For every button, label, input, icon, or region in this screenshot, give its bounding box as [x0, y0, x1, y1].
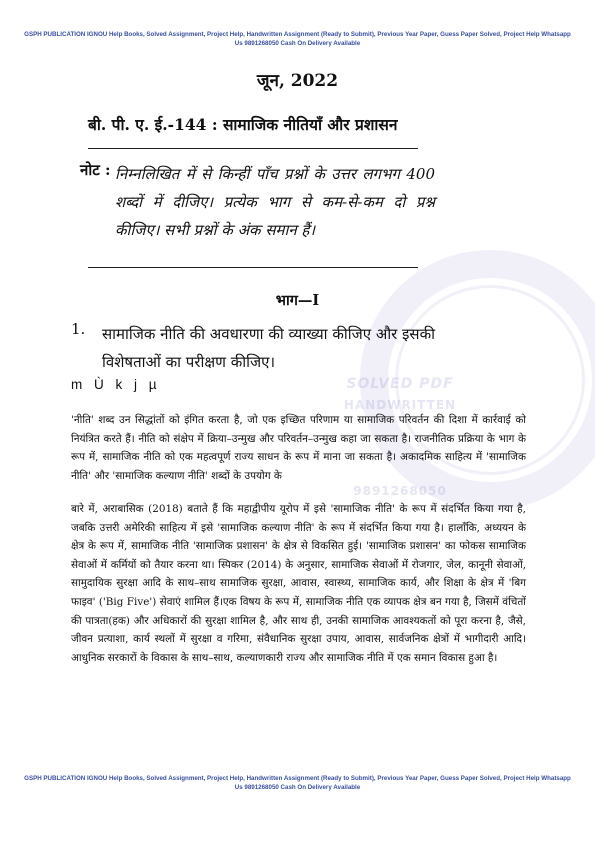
question-number: 1. [71, 320, 86, 338]
divider-top [88, 148, 418, 149]
course-title: बी. पी. ए. ई.-144 : सामाजिक नीतियाँ और प्रशासन [88, 115, 398, 134]
note-text: निम्नलिखित में से किन्हीं पाँच प्रश्नों के उत्तर लगभग 400 शब्दों में दीजिए। प्रत्येक भाग से कम-से-कम दो प्रश्न कीजिए। सभी प्रश्नों के अंक समान हैं। [115, 165, 435, 239]
answer-heading: m Ù k j µ [71, 377, 161, 392]
footer-banner: GSPH PUBLICATION IGNOU Help Books, Solved Assignment, Project Help, Handwritten Assignment (Ready to Submit), Previous Year Paper, Guess Paper Solved, Project Help Whatsapp Us 9891268050 Cash On Delivery Available [24, 775, 571, 791]
question-text: सामाजिक नीति की अवधारणा की व्याख्या कीजिए और इसकी विशेषताओं का परीक्षण कीजिए। [102, 325, 435, 371]
header-banner: GSPH PUBLICATION IGNOU Help Books, Solved Assignment, Project Help, Handwritten Assignment (Ready to Submit), Previous Year Paper, Guess Paper Solved, Project Help Whatsapp Us 9891268050 Cash On Delivery Available [24, 31, 571, 47]
answer-paragraph-2: बारे में, अराबासिक (2018) बताते हैं कि महाद्वीपीय यूरोप में इसे 'सामाजिक नीति' के रूप में संदर्भित किया गया है, जबकि उत्तरी अमेरिकी साहित्य में इसे 'सामाजिक कल्याण नीति' के रूप में संदर्भित किया गया है। हालाँकि, अध्ययन के क्षेत्र के रूप में, सामाजिक नीति 'सामाजिक प्रशासन' के क्षेत्र से विकसित हुई। 'सामाजिक प्रशासन' का फोकस सामाजिक सेवाओं में कर्मियों को तैयार करना था। स्पिकर (2014) के अनुसार, सामाजिक सेवाओं में रोजगार, जेल, कानूनी सेवाओं, सामुदायिक सुरक्षा आदि के साथ–साथ सामाजिक सुरक्षा, आवास, स्वास्थ्य, सामाजिक कार्य, और शिक्षा के क्षेत्र में 'बिग फाइव' ('Big Five') सेवाएं शामिल हैं।एक विषय के रूप में, सामाजिक नीति एक व्यापक क्षेत्र बन गया है, जिसमें वंचितों की पात्रता(हक) और अधिकारों की सुरक्षा शामिल है, और साथ ही, उनकी सामाजिक आवश्यकतों को पूरा करना है, जैसे, जीवन प्रत्याशा, कार्य स्थलों में सुरक्षा व गरिमा, संवैधानिक सुरक्षा उपाय, आवास, सार्वजनिक क्षेत्रों में भागीदारी आदि। आधुनिक सरकारों के विकास के साथ–साथ, कल्याणकारी राज्य और सामाजिक नीति में एक समान विकास हुआ है। [71, 503, 526, 664]
part-heading: भाग—I [275, 292, 320, 309]
watermark-handwritten: HANDWRITTEN [343, 398, 457, 412]
divider-bottom [88, 267, 418, 268]
note-label: नोट : [80, 161, 111, 179]
exam-date: जून, 2022 [256, 71, 339, 91]
watermark-solved-pdf: SOLVED PDF [346, 376, 454, 392]
watermark-phone: 9891268050 [353, 484, 447, 498]
answer-paragraph-1: 'नीति' शब्द उन सिद्धांतों को इंगित करता है, जो एक इच्छित परिणाम या सामाजिक परिवर्तन की दिशा में कार्रवाई को नियंत्रित करते हैं। नीति को संक्षेप में क्रिया–उन्मुख और परिवर्तन–उन्मुख कहा जा सकता है। राजनीतिक प्रक्रिया के भाग के रूप में, सामाजिक नीति को एक महत्वपूर्ण राज्य साधन के रूप में माना जा सकता है। अकादमिक साहित्य में 'सामाजिक नीति' और 'सामाजिक कल्याण नीति' शब्दों के उपयोग के [71, 414, 526, 482]
